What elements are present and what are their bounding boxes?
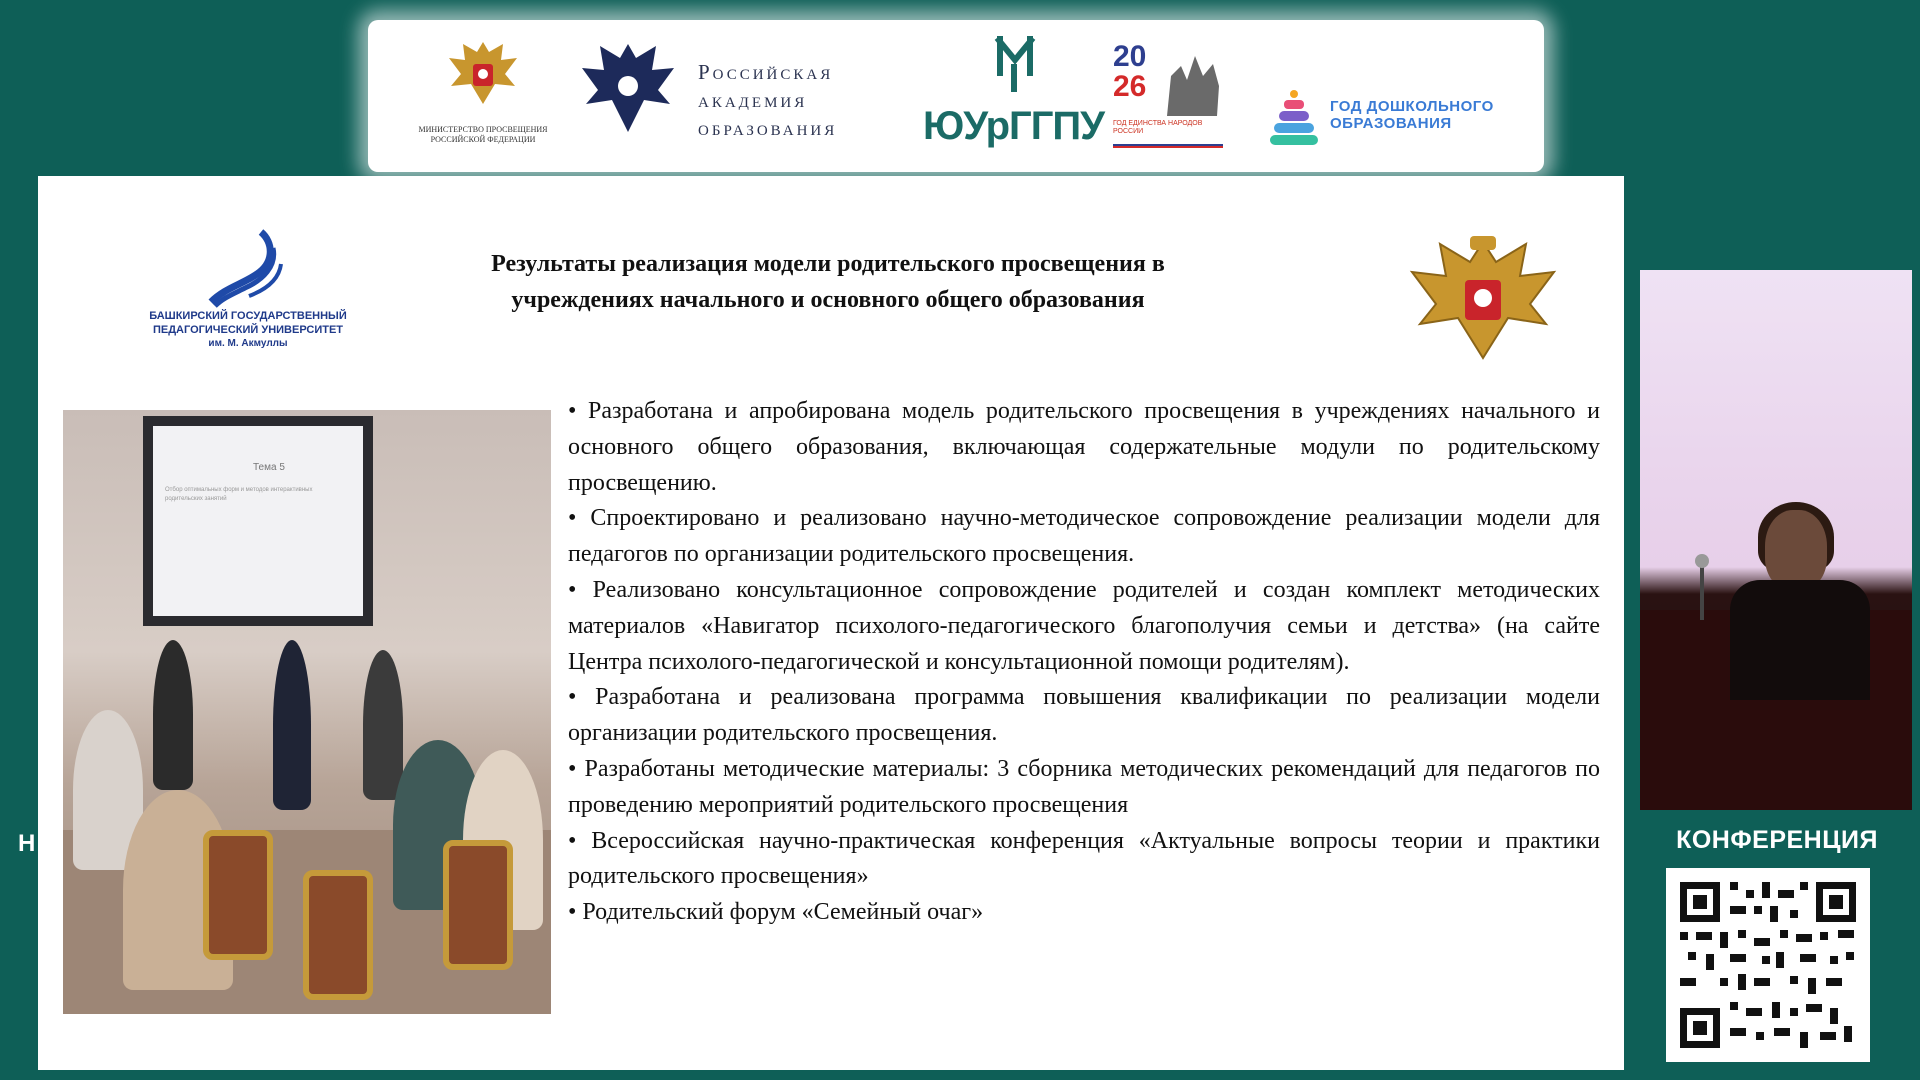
result-item: • Разработаны методические материалы: 3 сборника методических рекомендаций для педагогов по проведению мероприятий родительского просвещения bbox=[568, 755, 1600, 818]
rao-name-line: образования bbox=[698, 116, 838, 140]
speaker-body bbox=[1730, 580, 1870, 700]
presenter-figure bbox=[273, 640, 311, 810]
screen-title: Тема 5 bbox=[253, 462, 285, 473]
bspu-logo bbox=[138, 228, 358, 358]
bspu-wave-icon bbox=[203, 228, 293, 308]
presenter-figure bbox=[363, 650, 403, 800]
year-digits-bottom: 26 bbox=[1113, 70, 1147, 103]
slide-title: Результаты реализация модели родительского просвещения в учреждениях начального и основного общего образования bbox=[491, 251, 1165, 313]
speaker-video-feed bbox=[1640, 270, 1912, 810]
yurggpu-logo bbox=[923, 34, 1123, 154]
qr-code-icon bbox=[1680, 882, 1856, 1048]
year-digits-top: 20 bbox=[1113, 40, 1147, 73]
ministry-caption: МИНИСТЕРСТВО ПРОСВЕЩЕНИЯ РОССИЙСКОЙ ФЕДЕРАЦИИ bbox=[418, 125, 548, 144]
year-digits bbox=[1113, 42, 1146, 102]
presenter-figure bbox=[153, 640, 193, 790]
result-item: • Разработана и реализована программа повышения квалификации по реализации модели организации родительского просвещения. bbox=[568, 684, 1600, 747]
result-item: • Разработана и апробирована модель родительского просвещения в учреждениях начального и основного общего образования, включающая содержательные модули по родительскому просвещению. bbox=[568, 398, 1600, 496]
bspu-name-line: им. М. Акмуллы bbox=[208, 338, 288, 349]
monument-icon bbox=[1157, 46, 1227, 116]
ministry-eagle-icon bbox=[443, 34, 523, 114]
year-caption: ГОД ЕДИНСТВА НАРОДОВ РОССИИ bbox=[1113, 120, 1203, 135]
qr-code[interactable] bbox=[1666, 868, 1870, 1062]
rao-name bbox=[698, 58, 837, 142]
chair bbox=[203, 830, 273, 960]
classroom-photo bbox=[63, 410, 551, 1014]
yurggpu-mark-icon bbox=[993, 34, 1037, 94]
ministry-emblem-icon bbox=[1408, 232, 1558, 362]
bspu-name-line: ПЕДАГОГИЧЕСКИЙ УНИВЕРСИТЕТ bbox=[152, 324, 344, 336]
rao-name-line: Российская bbox=[698, 60, 834, 84]
preschool-year-logo bbox=[1268, 90, 1528, 150]
year-of-unity-logo bbox=[1113, 42, 1233, 162]
result-item: • Спроектировано и реализовано научно-методическое сопровождение реализации модели для педагогов по организации родительского просвещения. bbox=[568, 505, 1600, 568]
flag-stripes bbox=[1113, 142, 1223, 148]
microphone-stand bbox=[1700, 560, 1704, 620]
toy-pyramid-icon bbox=[1268, 90, 1320, 146]
chair bbox=[303, 870, 373, 1000]
cropped-background-letter: Н bbox=[18, 830, 36, 857]
microphone-icon bbox=[1695, 554, 1709, 568]
conference-label: КОНФЕРЕНЦИЯ bbox=[1676, 826, 1878, 854]
preschool-line: ОБРАЗОВАНИЯ bbox=[1330, 115, 1452, 132]
rao-eagle-icon bbox=[578, 38, 678, 138]
ministry-logo bbox=[408, 34, 558, 145]
results-list bbox=[568, 394, 1600, 931]
bspu-name-line: БАШКИРСКИЙ ГОСУДАРСТВЕННЫЙ bbox=[149, 310, 347, 322]
projector-screen bbox=[153, 426, 363, 616]
yurggpu-wordmark: ЮУрГГПУ bbox=[923, 104, 1105, 148]
partner-logos-banner bbox=[368, 20, 1544, 172]
result-item: • Реализовано консультационное сопровождение родителей и создан комплект методических материалов «Навигатор психолого-педагогического благополучия семьи и детства» (на сайте Центра психолого-педагогической и консультационной помощи родителям). bbox=[568, 576, 1600, 675]
chair bbox=[443, 840, 513, 970]
speaker-head bbox=[1765, 510, 1827, 590]
preschool-year-text bbox=[1330, 98, 1494, 132]
preschool-line: ГОД ДОШКОЛЬНОГО bbox=[1330, 98, 1494, 115]
result-item: • Всероссийская научно-практическая конференция «Актуальные вопросы теории и практики родительского просвещения» bbox=[568, 827, 1600, 890]
presentation-slide bbox=[38, 176, 1624, 1070]
result-item: • Родительский форум «Семейный очаг» bbox=[568, 899, 984, 926]
screen-text: Отбор оптимальных форм и методов интерактивных родительских занятий bbox=[165, 487, 313, 502]
rao-name-line: академия bbox=[698, 88, 808, 112]
rao-logo bbox=[578, 38, 898, 148]
